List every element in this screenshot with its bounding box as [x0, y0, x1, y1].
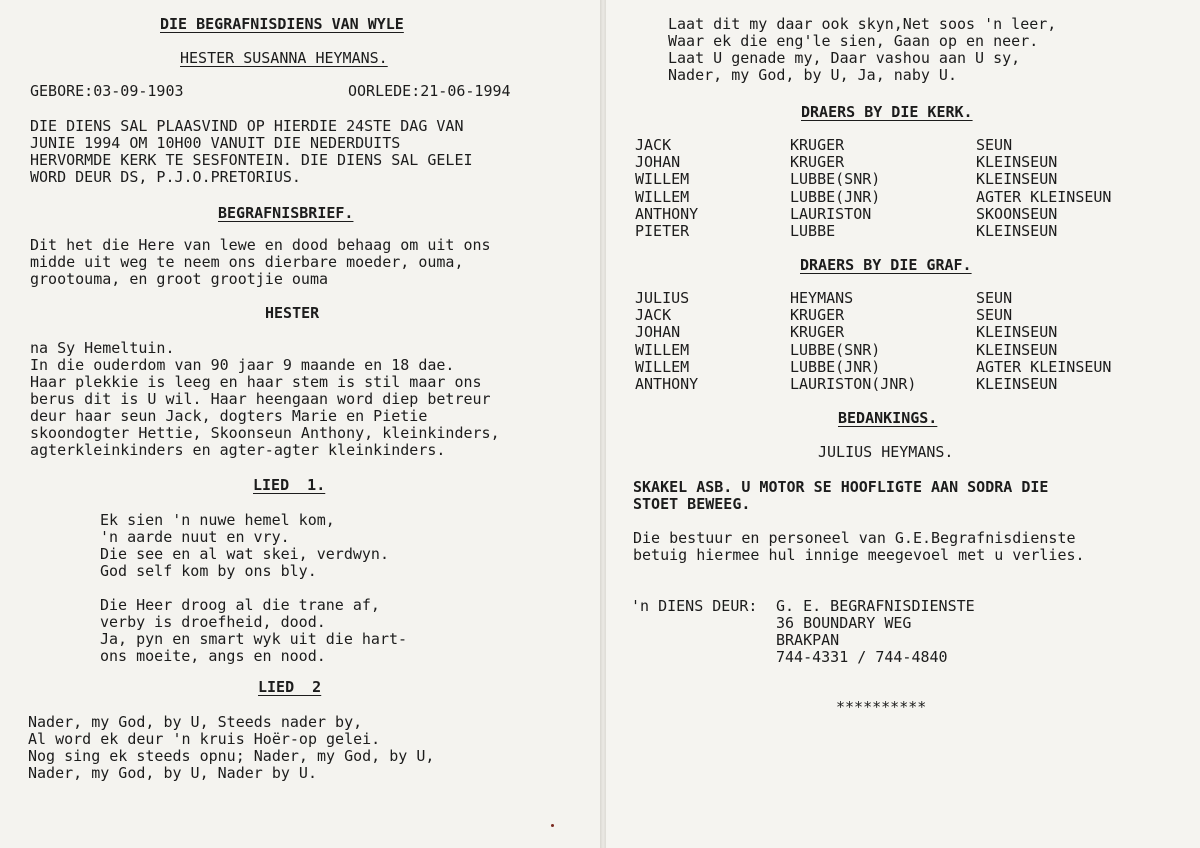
deceased-name: HESTER SUSANNA HEYMANS. — [180, 49, 388, 67]
page-title: DIE BEGRAFNISDIENS VAN WYLE — [160, 15, 404, 33]
lied1-heading: LIED 1. — [253, 476, 326, 494]
lied2-text: Nader, my God, by U, Steeds nader by, Al word ek deur 'n kruis Hoër-op gelei. Nog sing ek steeds opnu; Nader, my God, by U, Nader, my God, by U, Nader by U. — [28, 713, 435, 782]
grave-bearers-relation — [976, 290, 1111, 393]
table-cell: SEUN — [976, 289, 1013, 307]
table-cell: LAURISTON(JNR) — [790, 374, 917, 393]
death-date: OORLEDE:21-06-1994 — [348, 82, 511, 100]
table-cell: KLEINSEUN — [976, 340, 1058, 359]
table-cell: KLEINSEUN — [976, 170, 1058, 189]
church-bearers-heading: DRAERS BY DIE KERK. — [801, 103, 973, 121]
table-cell: AGTER KLEINSEUN — [976, 357, 1112, 376]
company-city: BRAKPAN — [776, 631, 840, 649]
table-cell: KRUGER — [790, 136, 845, 154]
service-by-label: 'n DIENS DEUR: — [631, 597, 758, 615]
table-cell: KRUGER — [790, 306, 845, 325]
table-cell: JOHAN — [635, 323, 681, 342]
grave-bearers-last — [790, 290, 916, 393]
table-cell: LUBBE(JNR) — [790, 357, 881, 376]
table-cell: LUBBE — [790, 221, 836, 240]
letter-text: Dit het die Here van lewe en dood behaag om uit ons midde uit weg te neem ons dierbare moeder, ouma, grootouma, en groot grootjie ouma — [30, 236, 491, 288]
table-cell: KLEINSEUN — [976, 374, 1058, 393]
headlights-notice: SKAKEL ASB. U MOTOR SE HOOFLIGTE AAN SODRA DIE STOET BEWEEG. — [633, 478, 1049, 513]
grave-bearers-first — [635, 290, 698, 393]
table-cell: SEUN — [976, 136, 1013, 154]
table-cell: AGTER KLEINSEUN — [976, 187, 1112, 206]
table-cell: KLEINSEUN — [976, 221, 1058, 240]
table-cell: WILLEM — [635, 357, 690, 376]
church-bearers-relation — [976, 137, 1111, 240]
church-bearers-last — [790, 137, 880, 240]
table-cell: WILLEM — [635, 187, 690, 206]
table-cell: HEYMANS — [790, 289, 854, 307]
table-cell: KRUGER — [790, 323, 845, 342]
service-details: DIE DIENS SAL PLAASVIND OP HIERDIE 24STE DAG VAN JUNIE 1994 OM 10H00 VANUIT DIE NEDERDUITS HERVORMDE KERK TE SESFONTEIN. DIE DIENS SAL GELEI WORD DEUR DS, P.J.O.PRETORIUS. — [30, 117, 473, 186]
table-cell: KRUGER — [790, 153, 845, 172]
table-cell: LUBBE(JNR) — [790, 187, 881, 206]
right-page — [606, 0, 1200, 848]
church-bearers-first — [635, 137, 698, 240]
letter-heading: BEGRAFNISBRIEF. — [218, 204, 354, 222]
table-cell: JULIUS — [635, 289, 690, 307]
table-cell: SKOONSEUN — [976, 204, 1058, 223]
table-cell: JACK — [635, 136, 672, 154]
condolence-text: Die bestuur en personeel van G.E.Begrafnisdienste betuig hiermee hul innige meegevoel met u verlies. — [633, 529, 1085, 564]
table-cell: LUBBE(SNR) — [790, 170, 881, 189]
table-cell: KLEINSEUN — [976, 153, 1058, 172]
table-cell: KLEINSEUN — [976, 323, 1058, 342]
table-cell: JOHAN — [635, 153, 681, 172]
lied1-verse1: Ek sien 'n nuwe hemel kom, 'n aarde nuut en vry. Die see en al wat skei, verdwyn. God self kom by ons bly. — [100, 511, 389, 580]
lied2-heading: LIED 2 — [258, 678, 322, 696]
table-cell: WILLEM — [635, 340, 690, 359]
company-phone: 744-4331 / 744-4840 — [776, 648, 948, 666]
table-cell: PIETER — [635, 221, 690, 240]
table-cell: ANTHONY — [635, 374, 699, 393]
ink-speck — [551, 824, 554, 827]
thanks-heading: BEDANKINGS. — [838, 409, 938, 427]
stars-divider: ********** — [836, 698, 927, 716]
table-cell: LAURISTON — [790, 204, 872, 223]
funeral-company — [776, 598, 975, 666]
table-cell: ANTHONY — [635, 204, 699, 223]
hester-heading: HESTER — [265, 304, 320, 322]
table-cell: LUBBE(SNR) — [790, 340, 881, 359]
birth-date: GEBORE:03-09-1903 — [30, 82, 184, 100]
company-street: 36 BOUNDARY WEG — [776, 614, 912, 632]
lied1-verse2: Die Heer droog al die trane af, verby is droefheid, dood. Ja, pyn en smart wyk uit die hart- ons moeite, angs en nood. — [100, 596, 408, 665]
lied2-continued: Laat dit my daar ook skyn,Net soos 'n leer, Waar ek die eng'le sien, Gaan op en neer. Laat U genade my, Daar vashou aan U sy, Nader, my God, by U, Ja, naby U. — [668, 15, 1057, 84]
company-name: G. E. BEGRAFNISDIENSTE — [776, 597, 975, 615]
thanks-name: JULIUS HEYMANS. — [818, 443, 954, 461]
table-cell: JACK — [635, 306, 672, 325]
table-cell: WILLEM — [635, 170, 690, 189]
grave-bearers-heading: DRAERS BY DIE GRAF. — [800, 256, 972, 274]
table-cell: SEUN — [976, 306, 1013, 325]
hester-text: na Sy Hemeltuin. In die ouderdom van 90 jaar 9 maande en 18 dae. Haar plekkie is leeg en haar stem is stil maar ons berus dit is U wil. Haar heengaan word diep betreur deur haar seun Jack, dogters Marie en Pietie skoondogter Hettie, Skoonseun Anthony, kleinkinders, agterkleinkinders en agter-agter kleinkinders. — [30, 339, 500, 459]
